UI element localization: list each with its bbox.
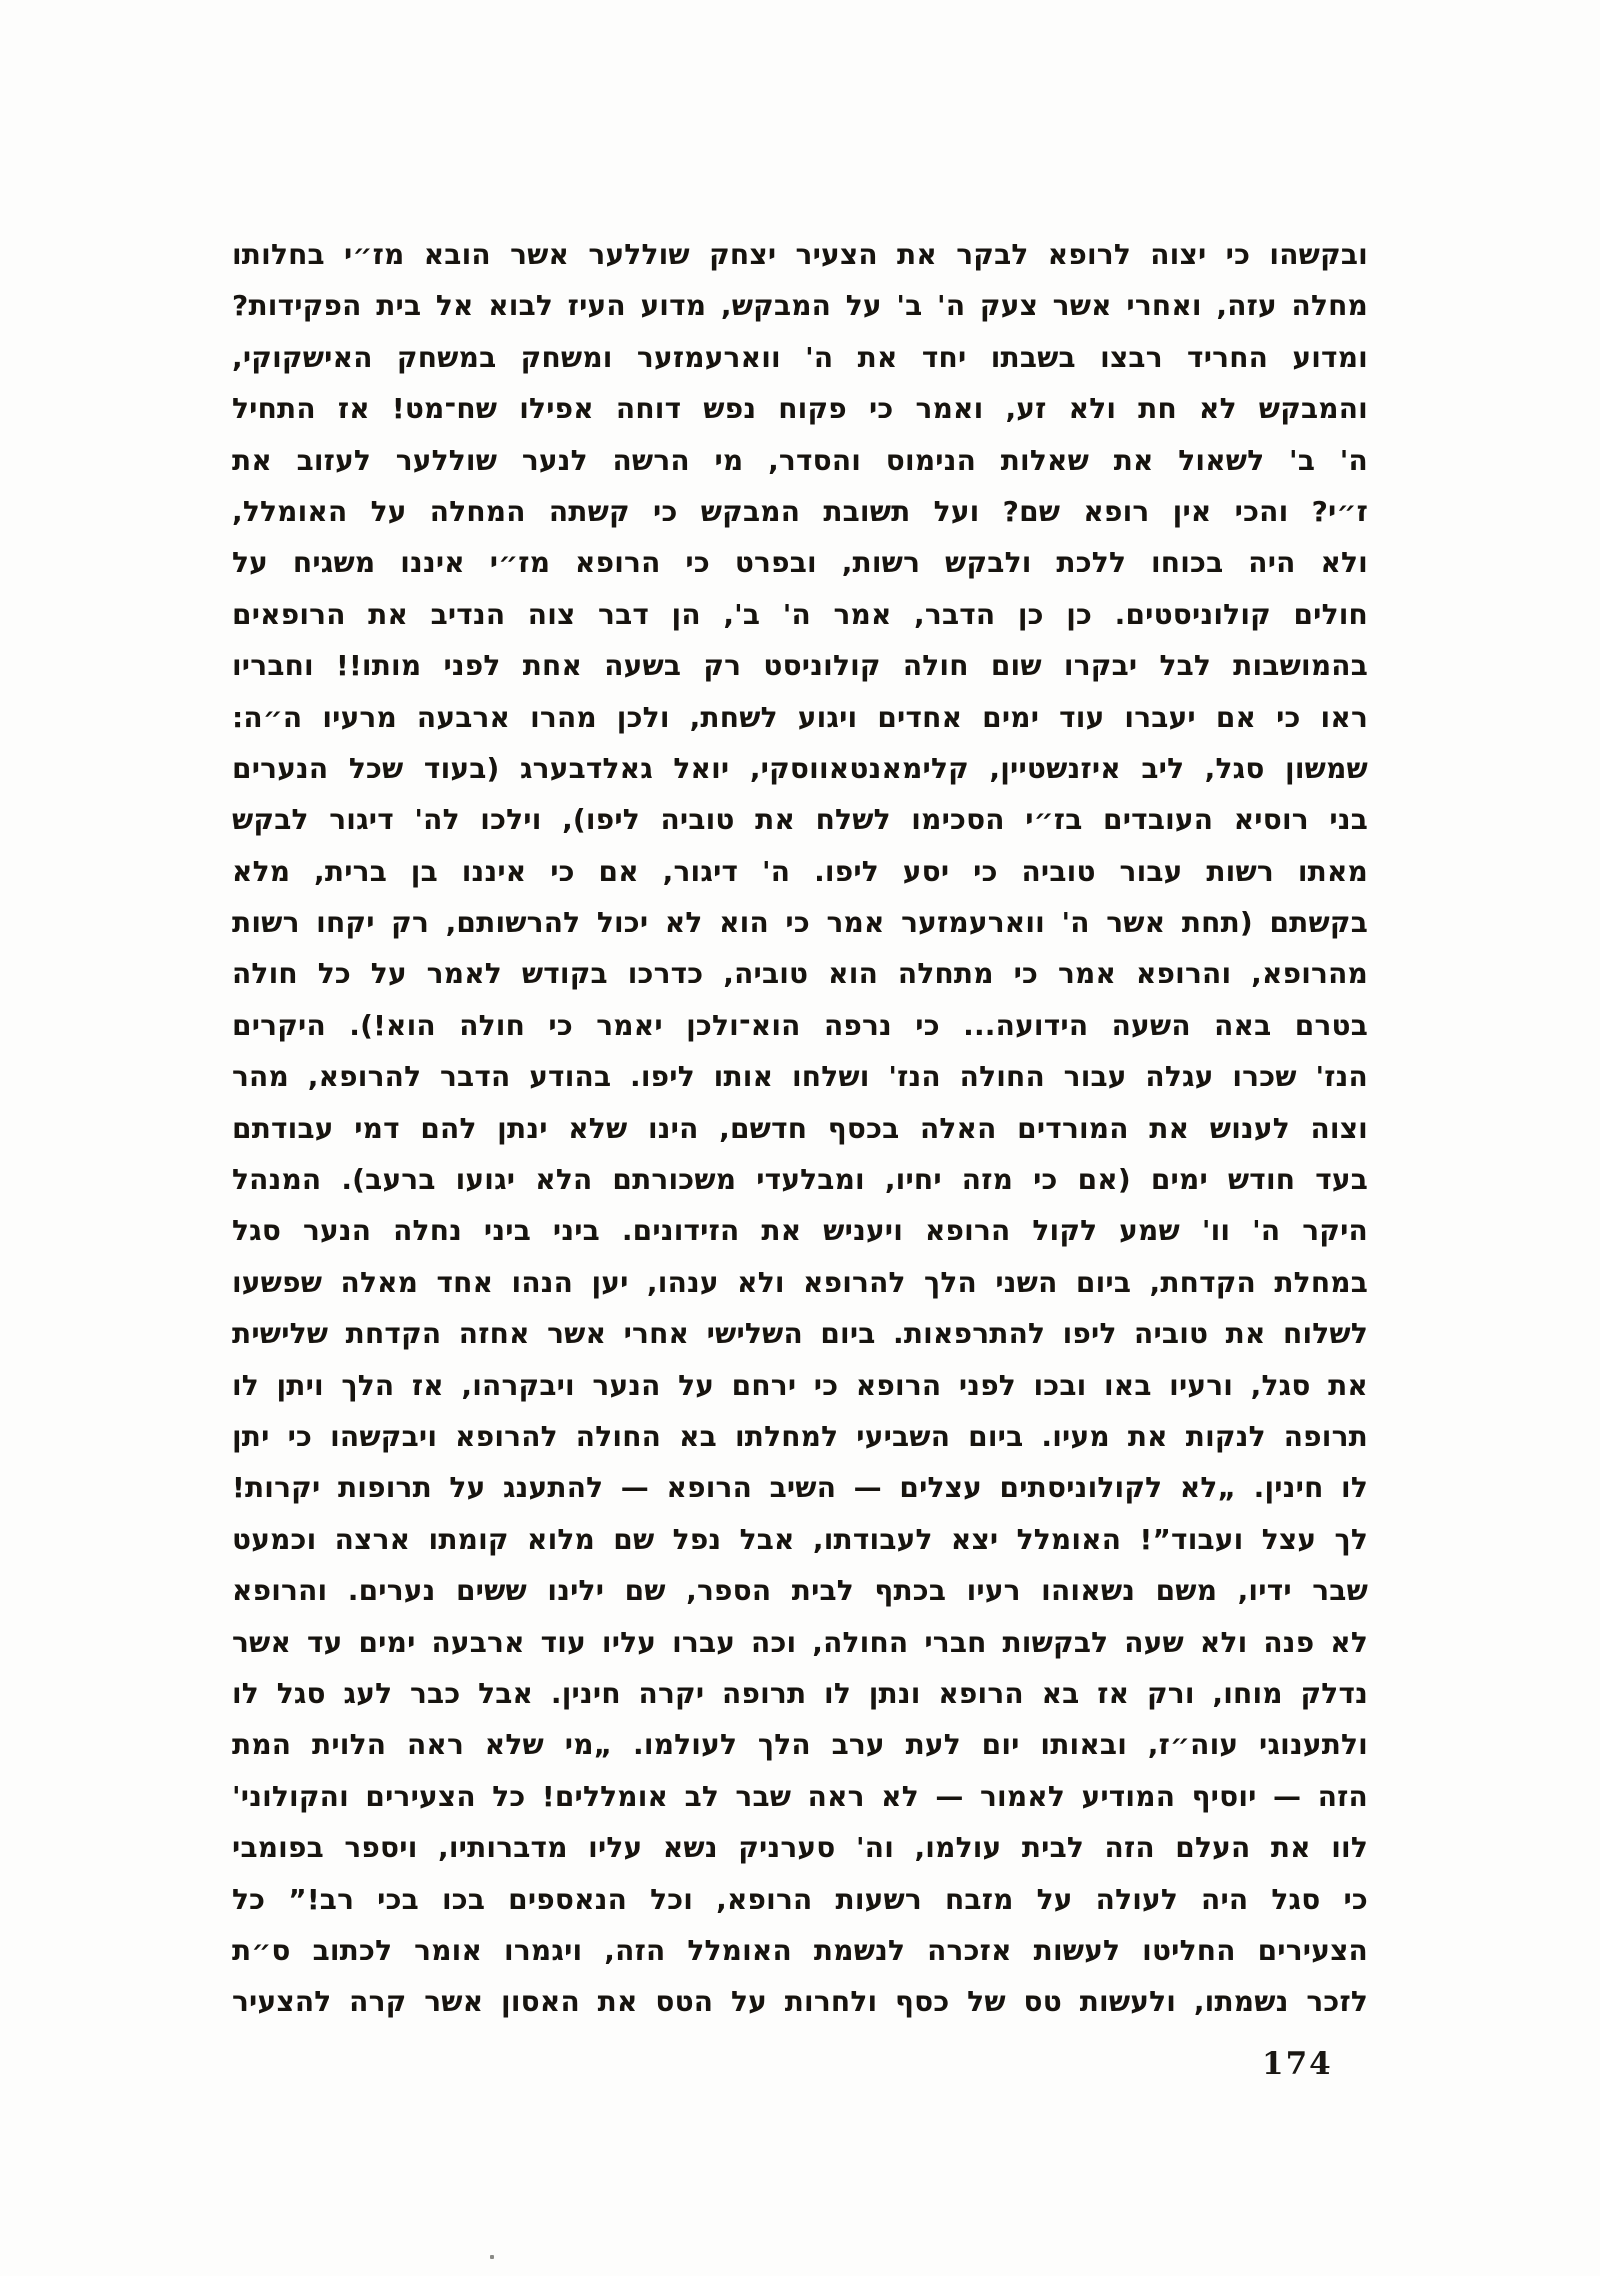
text-line: בטרם באה השעה הידועה... כי נרפה הוא־ולכן יאמר כי חולה הוא!). היקרים [232,1008,1368,1042]
text-line: הזה — יוסיף המודיע לאמור — לא ראה שבר לב אומללים! כל הצעירים והקולוני' [232,1779,1368,1813]
text-line: ובקשהו כי יצוה לרופא לבקר את הצעיר יצחק שוללער אשר הובא מז״י בחלותו [232,238,1368,271]
scan-artifact-dot [490,2255,494,2259]
text-block [232,229,1368,2028]
text-line: הצעירים החליטו לעשות אזכרה לנשמת האומלל הזה, ויגמרו אומר לכתוב ס״ת [232,1933,1368,1967]
text-line: חולים קולוניסטים. כן כן הדבר, אמר ה' ב', הן דבר צוה הנדיב את הרופאים [232,597,1368,631]
text-line: ראו כי אם יעברו עוד ימים אחדים ויגוע לשחת, ולכן מהרו ארבעה מרעיו ה״ה: [232,700,1368,734]
text-line: בהמושבות לבל יבקרו שום חולה קולוניסט רק בשעה אחת לפני מותו!! וחבריו [232,649,1368,683]
text-line: בני רוסיא העובדים בז״י הסכימו לשלח את טוביה ליפו), וילכו לה' דיגור לבקש [232,803,1368,837]
text-line: וצוה לענוש את המורדים האלה בכסף חדשם, הינו שלא ינתן להם דמי עבודתם [232,1111,1368,1145]
text-line: ומדוע החריד רבצו בשבתו יחד את ה' ווארעמזער ומשחק במשחק האישקוקי, [232,340,1368,374]
text-line: והמבקש לא חת ולא זע, ואמר כי פקוח נפש דוחה אפילו שח־מט! אז התחיל [232,392,1368,426]
text-line: לזכר נשמתו, ולעשות טס של כסף ולחרות על הטס את האסון אשר קרה להצעיר [232,1985,1368,2019]
text-line: לך עצל ועבוד”! האומלל יצא לעבודתו, אבל נפל שם מלוא קומתו ארצה וכמעט [232,1522,1368,1556]
page-number: 174 [1262,2046,1333,2082]
text-line: תרופה לנקות את מעיו. ביום השביעי למחלתו בא החולה להרופא ויבקשהו כי יתן [232,1419,1368,1453]
text-line: ולתענוגי עוה״ז, ובאותו יום לעת ערב הלך לעולמו. „מי שלא ראה הלוית המת [232,1728,1368,1762]
text-line: ה' ב' לשאול את שאלות הנימוס והסדר, מי הרשה לנער שוללער לעזוב את [232,443,1368,477]
text-line: ולא היה בכוחו ללכת ולבקש רשות, ובפרט כי הרופא מז״י איננו משגיח על [232,546,1368,580]
text-line: לוו את העלם הזה לבית עולמו, וה' סערניק נשא עליו מדברותיו, ויספר בפומבי [232,1831,1368,1865]
text-line: לא פנה ולא שעה לבקשות חברי החולה, וכה עברו עליו עוד ארבעה ימים עד אשר [232,1625,1368,1659]
text-line: לו חינין. „לא לקולוניסתים עצלים — השיב הרופא — להתענג על תרופות יקרות! [232,1471,1368,1505]
text-line: שבר ידיו, משם נשאוהו רעיו בכתף לבית הספר, שם ילינו ששים נערים. והרופא [232,1574,1368,1608]
text-line: שמשון סגל, ליב איזנשטיין, קלימאנטאווסקי, יואל גאלדבערג (בעוד שכל הנערים [232,751,1368,785]
text-line: את סגל, ורעיו באו ובכו לפני הרופא כי ירחם על הנער ויבקרהו, אז הלך ויתן לו [232,1368,1368,1402]
text-line: כי סגל היה לעולה על מזבח רשעות הרופא, וכל הנאספים בכו בכי רב!” כל [232,1882,1368,1916]
text-line: מחלה עזה, ואחרי אשר צעק ה' ב' על המבקש, מדוע העיז לבוא אל בית הפקידות? [232,289,1368,323]
text-line: הנז' שכרו עגלה עבור החולה הנז' ושלחו אותו ליפו. בהודע הדבר להרופא, מהר [232,1060,1368,1094]
text-line: נדלק מוחו, ורק אז בא הרופא ונתן לו תרופה יקרה חינין. אבל כבר לעג סגל לו [232,1676,1368,1710]
text-line: בקשתם (תחת אשר ה' ווארעמזער אמר כי הוא לא יכול להרשותם, רק יקחו רשות [232,906,1368,940]
text-line: מהרופא, והרופא אמר כי מתחלה הוא טוביה, כדרכו בקודש לאמר על כל חולה [232,957,1368,991]
text-line: ז״י? והכי אין רופא שם? ועל תשובת המבקש כי קשתה המחלה על האומלל, [232,494,1368,528]
text-line: בעד חודש ימים (אם כי מזה יחיו, ומבלעדי משכורתם הלא יגועו ברעב). המנהל [232,1163,1368,1197]
text-line: מאתו רשות עבור טוביה כי יסע ליפו. ה' דיגור, אם כי איננו בן ברית, מלא [232,854,1368,888]
text-line: לשלוח את טוביה ליפו להתרפאות. ביום השלישי אחרי אשר אחזה הקדחת שלישית [232,1317,1368,1351]
text-line: היקר ה' וו' שמע לקול הרופא ויעניש את הזידונים. ביני ביני נחלה הנער סגל [232,1214,1368,1248]
text-line: במחלת הקדחת, ביום השני הלך להרופא ולא ענהו, יען הנהו אחד מאלה שפשעו [232,1265,1368,1299]
